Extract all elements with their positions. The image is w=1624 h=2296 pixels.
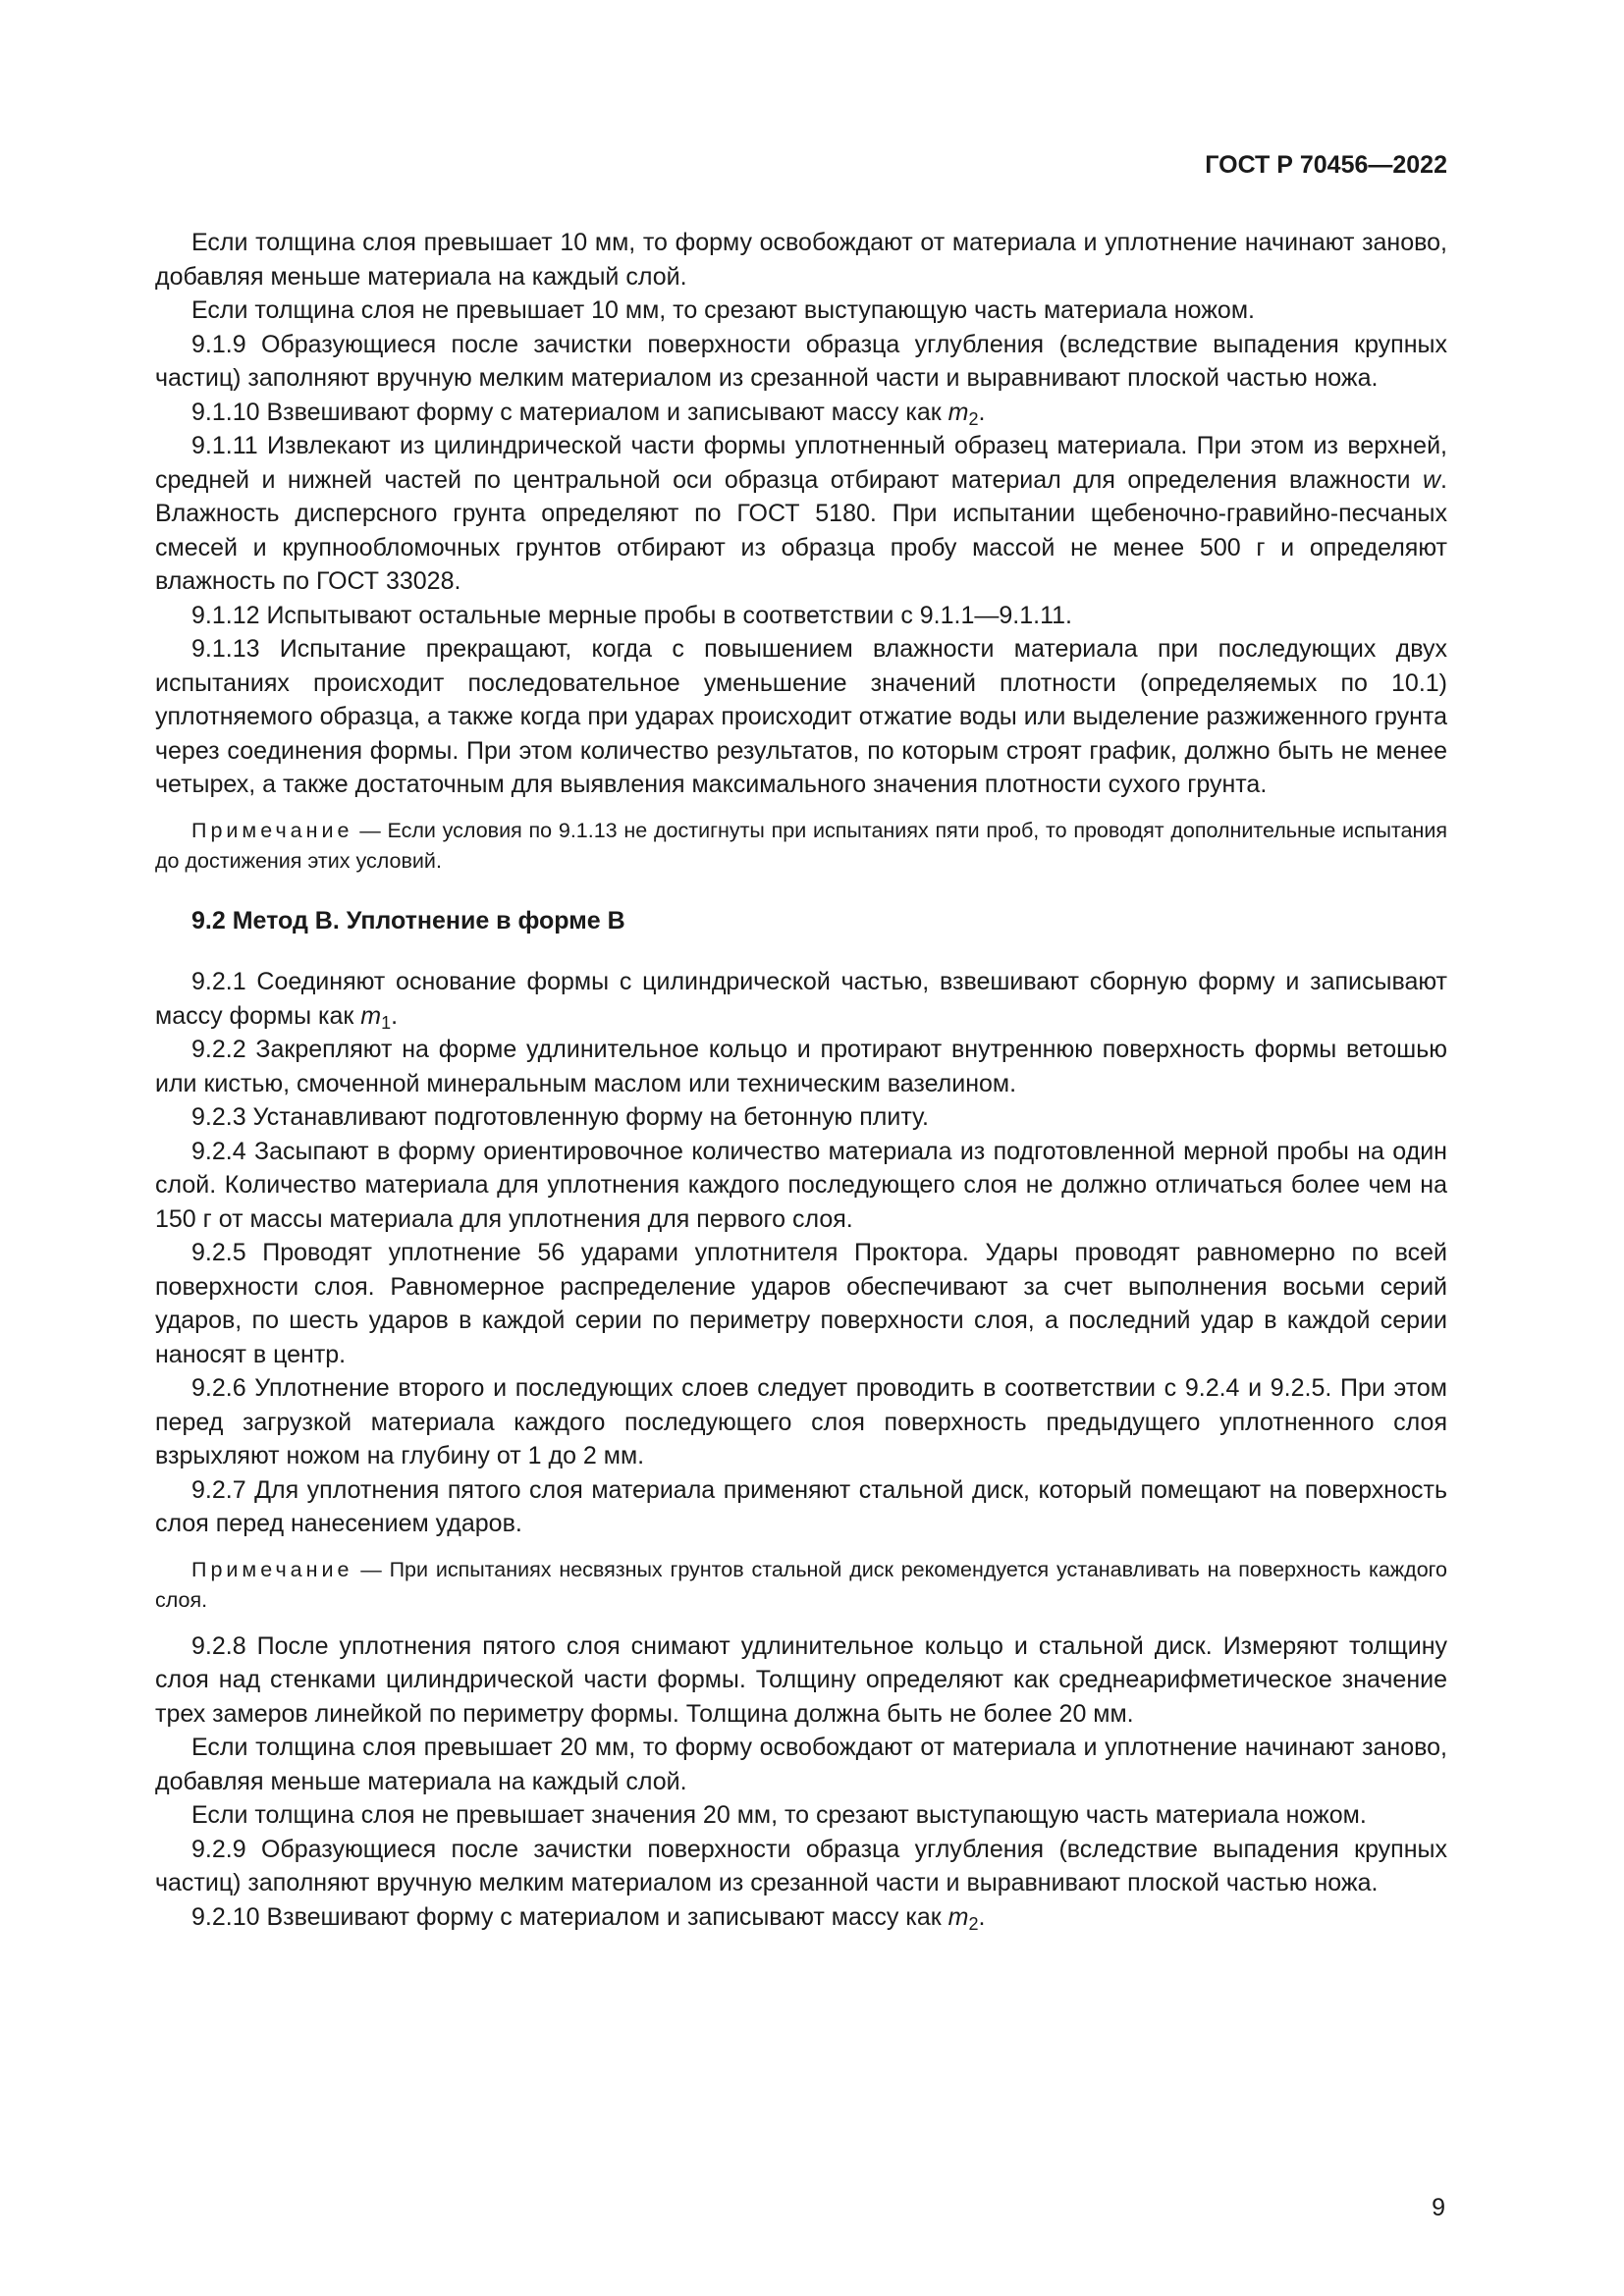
math-subscript: 2 (968, 408, 979, 429)
math-variable: m (360, 1001, 382, 1030)
note-text: — При испытаниях несвязных грунтов стальной диск рекомендуется устанавливать на поверхность каждого слоя. (155, 1557, 1447, 1612)
math-subscript: 1 (381, 1012, 392, 1033)
paragraph-9-1-11: 9.1.11 Извлекают из цилиндрической части формы уплотненный образец материала. При этом из верхней, средней и нижней частей по центральной оси образца отбирают материал для определения влажности w. Влажность дисперсного грунта определяют по ГОСТ 5180. При испытании щебеночно-гравийно-песчаных смесей и крупнообломочных грунтов отбирают из образца пробу массой не менее 500 г и определяют влажность по ГОСТ 33028. (155, 432, 1447, 595)
paragraph: 9.2.6 Уплотнение второго и последующих слоев следует проводить в соответствии с 9.2.4 и 9.2.5. При этом перед загрузкой материала каждого последующего слоя поверхность предыдущего уплотненного слоя взрыхляют ножом на глубину от 1 до 2 мм. (155, 1374, 1447, 1469)
paragraph: 9.1.13 Испытание прекращают, когда с повышением влажности материала при последующих двух испытаниях происходит последовательное уменьшение значений плотности (определяемых по 10.1) уплотняемого образца, а также когда при ударах происходит отжатие воды или выделение разжиженного грунта через соединения формы. При этом количество результатов, по которым строят график, должно быть не менее четырех, а также достаточным для выявления максимального значения плотности сухого грунта. (155, 635, 1447, 798)
note (155, 1555, 1447, 1616)
math-subscript: 2 (968, 1913, 979, 1934)
paragraph: 9.2.5 Проводят уплотнение 56 ударами уплотнителя Проктора. Удары проводят равномерно по всей поверхности слоя. Равномерное распределение ударов обеспечивают за счет выполнения восьми серий ударов, по шесть ударов в каждой серии по периметру поверхности слоя, а последний удар в каждой серии наносят в центр. (155, 1239, 1447, 1368)
note-label: Примечание (191, 818, 353, 842)
paragraph: 9.2.7 Для уплотнения пятого слоя материала применяют стальной диск, который помещают на поверхность слоя перед нанесением ударов. (155, 1475, 1447, 1537)
paragraph: 9.2.2 Закрепляют на форме удлинительное кольцо и протирают внутреннюю поверхность формы ветошью или кистью, смоченной минеральным маслом или техническим вазелином. (155, 1036, 1447, 1097)
paragraph: Если толщина слоя не превышает значения 20 мм, то срезают выступающую часть материала ножом. (191, 1801, 1367, 1829)
paragraph: Если толщина слоя превышает 10 мм, то форму освобождают от материала и уплотнение начинают заново, добавляя меньше материала на каждый слой. (155, 229, 1447, 291)
paragraph: 9.1.12 Испытывают остальные мерные пробы в соответствии с 9.1.1—9.1.11. (191, 601, 1072, 629)
paragraph: 9.2.4 Засыпают в форму ориентировочное количество материала из подготовленной мерной пробы на один слой. Количество материала для уплотнения каждого последующего слоя не должно отличаться более чем на 150 г от массы материала для уплотнения для первого слоя. (155, 1137, 1447, 1233)
paragraph-9-1-10: 9.1.10 Взвешивают форму с материалом и записывают массу как $m_2$. (191, 398, 986, 429)
paragraph: 9.2.9 Образующиеся после зачистки поверхности образца углубления (вследствие выпадения крупных частиц) заполняют вручную мелким материалом из срезанной части и выравнивают плоской частью ножа. (155, 1835, 1447, 1896)
paragraph: 9.2.3 Устанавливают подготовленную форму на бетонную плиту. (191, 1103, 929, 1131)
paragraph: Если толщина слоя превышает 20 мм, то форму освобождают от материала и уплотнение начинают заново, добавляя меньше материала на каждый слой. (155, 1734, 1447, 1795)
math-variable: w (1422, 465, 1441, 494)
paragraph: 9.1.9 Образующиеся после зачистки поверхности образца углубления (вследствие выпадения крупных частиц) заполняют вручную мелким материалом из срезанной части и выравнивают плоской частью ножа. (155, 330, 1447, 392)
paragraph: Если толщина слоя не превышает 10 мм, то срезают выступающую часть материала ножом. (191, 296, 1255, 324)
paragraph-9-2-10: 9.2.10 Взвешивают форму с материалом и записывают массу как $m_2$. (191, 1902, 986, 1934)
document-header: ГОСТ Р 70456—2022 (1205, 151, 1447, 179)
paragraph: 9.2.8 После уплотнения пятого слоя снимают удлинительное кольцо и стальной диск. Измеряют толщину слоя над стенками цилиндрической части формы. Толщину определяют как среднеарифметическое значение трех замеров линейкой по периметру формы. Толщина должна быть не более 20 мм. (155, 1631, 1447, 1728)
note (155, 816, 1447, 877)
math-variable: m (947, 398, 969, 426)
note-label: Примечание (191, 1557, 353, 1581)
note-text: — Если условия по 9.1.13 не достигнуты при испытаниях пяти проб, то проводят дополнительные испытания до достижения этих условий. (155, 818, 1447, 873)
document-body (155, 226, 1447, 1934)
section-heading: 9.2 Метод В. Уплотнение в форме В (191, 906, 625, 934)
math-variable: m (947, 1902, 969, 1931)
page-number: 9 (1432, 2194, 1445, 2221)
paragraph-9-2-1: 9.2.1 Соединяют основание формы с цилиндрической частью, взвешивают сборную форму и записывают массу формы как $m_1$. (155, 968, 1447, 1033)
